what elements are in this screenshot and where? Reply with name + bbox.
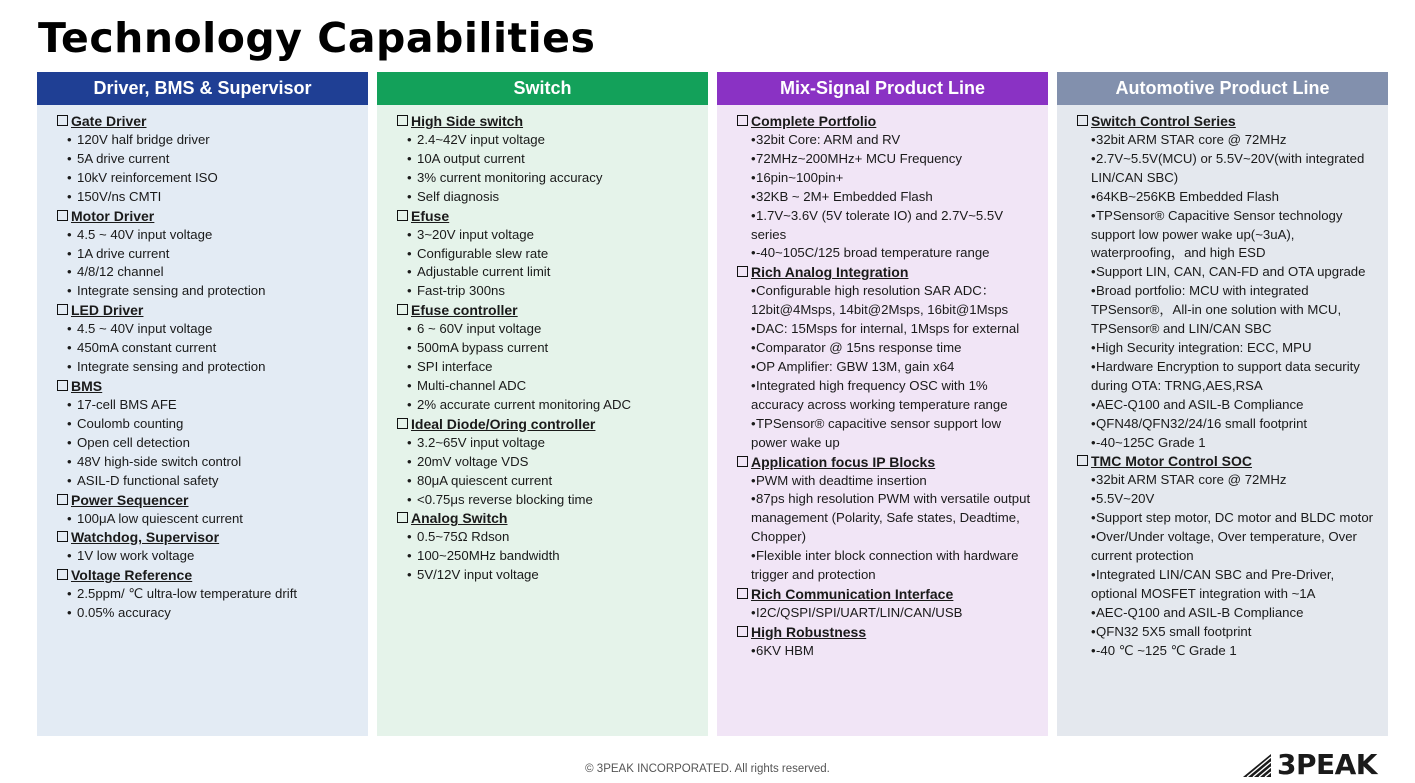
bullet-item bbox=[397, 566, 708, 585]
bullet-text: 80μA quiescent current bbox=[417, 472, 553, 488]
bullet-list bbox=[737, 642, 1048, 661]
section-heading bbox=[397, 415, 708, 434]
bullet-text: 2.4~42V input voltage bbox=[417, 132, 545, 147]
section-heading bbox=[737, 453, 1048, 472]
bullet-item bbox=[397, 358, 708, 377]
column-header: Mix-Signal Product Line bbox=[717, 72, 1048, 105]
section-heading bbox=[57, 377, 368, 396]
bullet-item bbox=[397, 491, 708, 510]
copyright-footer: © 3PEAK INCORPORATED. All rights reserved. bbox=[585, 763, 830, 775]
checkbox-square-icon bbox=[57, 210, 68, 221]
bullet-item bbox=[737, 320, 1048, 339]
bullet-text: SPI interface bbox=[417, 359, 493, 375]
section-heading bbox=[57, 491, 368, 510]
checkbox-square-icon bbox=[57, 115, 68, 126]
bullet-item bbox=[737, 244, 1048, 263]
bullet-item bbox=[1077, 490, 1388, 509]
bullet-list bbox=[1077, 131, 1388, 452]
bullet-item bbox=[1077, 528, 1388, 566]
bullet-item bbox=[737, 490, 1048, 547]
peak-logo-icon bbox=[1241, 752, 1277, 778]
bullet-item bbox=[737, 150, 1048, 169]
bullet-text: 4/8/12 channel bbox=[77, 264, 164, 280]
bullet-item bbox=[397, 131, 708, 150]
checkbox-square-icon bbox=[1077, 115, 1088, 126]
bullet-text: • TPSensor® capacitive sensor support low power wake up bbox=[751, 415, 1002, 450]
bullet-item bbox=[397, 453, 708, 472]
checkbox-square-icon bbox=[57, 380, 68, 391]
bullet-item bbox=[57, 169, 368, 188]
bullet-text: 10A output current bbox=[417, 150, 525, 166]
bullet-text: 1A drive current bbox=[77, 245, 170, 261]
bullet-item bbox=[1077, 131, 1388, 150]
bullet-item bbox=[57, 150, 368, 169]
section-title: LED Driver bbox=[71, 302, 144, 319]
bullet-text: • 87ps high resolution PWM with versatile output management (Polarity, Safe states, Deadtime, Chopper) bbox=[751, 491, 1031, 545]
section-title: Ideal Diode/Oring controller bbox=[411, 415, 596, 432]
section-heading bbox=[57, 207, 368, 226]
bullet-item bbox=[737, 604, 1048, 623]
checkbox-square-icon bbox=[737, 115, 748, 126]
bullet-list bbox=[397, 434, 708, 510]
column-header: Driver, BMS & Supervisor bbox=[37, 72, 368, 105]
section-heading bbox=[57, 528, 368, 547]
bullet-text: • DAC: 15Msps for internal, 1Msps for external bbox=[756, 321, 1020, 337]
section-heading bbox=[397, 207, 708, 226]
bullet-item bbox=[57, 226, 368, 245]
bullet-text: 4.5 ~ 40V input voltage bbox=[77, 321, 213, 337]
bullet-list bbox=[57, 320, 368, 377]
bullet-list bbox=[397, 226, 708, 302]
bullet-list bbox=[737, 604, 1048, 623]
bullet-text: • 32bit Core: ARM and RV bbox=[756, 132, 901, 147]
column-body bbox=[377, 105, 708, 736]
section-title: Rich Communication Interface bbox=[751, 585, 954, 602]
bullet-item bbox=[57, 339, 368, 358]
bullet-text: 3.2~65V input voltage bbox=[417, 434, 545, 450]
bullet-item bbox=[397, 528, 708, 547]
bullet-item bbox=[1077, 434, 1388, 453]
bullet-item bbox=[1077, 642, 1388, 661]
section-heading bbox=[57, 566, 368, 585]
checkbox-square-icon bbox=[397, 115, 408, 126]
section-title: TMC Motor Control SOC bbox=[1091, 453, 1252, 470]
section-heading bbox=[737, 585, 1048, 604]
bullet-item bbox=[57, 245, 368, 264]
bullet-text: Integrate sensing and protection bbox=[77, 359, 266, 375]
bullet-text: • 72MHz~200MHz+ MCU Frequency bbox=[756, 150, 962, 166]
checkbox-square-icon bbox=[1077, 455, 1088, 466]
section-title: Rich Analog Integration bbox=[751, 264, 909, 281]
section-title: Switch Control Series bbox=[1091, 113, 1236, 129]
bullet-list bbox=[397, 131, 708, 207]
bullet-item bbox=[397, 263, 708, 282]
checkbox-square-icon bbox=[737, 266, 748, 277]
bullet-item bbox=[57, 434, 368, 453]
bullet-item bbox=[737, 642, 1048, 661]
section-title: Gate Driver bbox=[71, 113, 147, 129]
section-heading bbox=[737, 263, 1048, 282]
section-title: Complete Portfolio bbox=[751, 113, 877, 129]
checkbox-square-icon bbox=[737, 456, 748, 467]
checkbox-square-icon bbox=[57, 494, 68, 505]
bullet-text: <0.75μs reverse blocking time bbox=[417, 491, 593, 507]
bullet-item bbox=[57, 131, 368, 150]
bullet-item bbox=[397, 339, 708, 358]
section-heading bbox=[737, 623, 1048, 642]
section-heading bbox=[57, 112, 368, 131]
bullet-item bbox=[1077, 150, 1388, 188]
column-switch bbox=[377, 72, 708, 736]
bullet-text: Open cell detection bbox=[77, 434, 190, 450]
column-driver-bms bbox=[37, 72, 368, 736]
bullet-list bbox=[57, 131, 368, 207]
bullet-item bbox=[397, 169, 708, 188]
section-heading bbox=[397, 112, 708, 131]
section-heading bbox=[1077, 112, 1388, 131]
bullet-item bbox=[737, 415, 1048, 453]
bullet-text: • Configurable high resolution SAR ADC：12bit@4Msps, 14bit@2Msps, 16bit@1Msps bbox=[751, 283, 1009, 318]
section-heading bbox=[397, 301, 708, 320]
bullet-item bbox=[397, 245, 708, 264]
bullet-text: Multi-channel ADC bbox=[417, 377, 527, 393]
bullet-item bbox=[737, 169, 1048, 188]
bullet-text: • 5.5V~20V bbox=[1096, 491, 1155, 507]
bullet-text: ASIL-D functional safety bbox=[77, 472, 219, 488]
bullet-item bbox=[737, 131, 1048, 150]
bullet-text: 100μA low quiescent current bbox=[77, 510, 243, 526]
section-title: Efuse bbox=[411, 207, 450, 224]
bullet-text: Configurable slew rate bbox=[417, 245, 549, 261]
bullet-text: 100~250MHz bandwidth bbox=[417, 548, 560, 564]
bullet-text: • I2C/QSPI/SPI/UART/LIN/CAN/USB bbox=[756, 604, 963, 620]
bullet-text: 0.05% accuracy bbox=[77, 605, 171, 621]
bullet-text: • -40~105C/125 broad temperature range bbox=[756, 245, 990, 261]
bullet-item bbox=[737, 547, 1048, 585]
bullet-text: • 2.7V~5.5V(MCU) or 5.5V~20V(with integrated LIN/CAN SBC) bbox=[1091, 150, 1365, 185]
bullet-item bbox=[1077, 396, 1388, 415]
bullet-text: • Over/Under voltage, Over temperature, Over current protection bbox=[1091, 529, 1357, 564]
section-title: Efuse controller bbox=[411, 302, 518, 319]
bullet-list bbox=[57, 226, 368, 302]
bullet-text: 2.5ppm/ ℃ ultra-low temperature drift bbox=[77, 586, 298, 602]
bullet-list bbox=[57, 547, 368, 566]
bullet-text: 10kV reinforcement ISO bbox=[77, 169, 218, 185]
bullet-item bbox=[397, 226, 708, 245]
bullet-text: • 1.7V~3.6V (5V tolerate IO) and 2.7V~5.5V series bbox=[751, 207, 1004, 242]
bullet-list bbox=[737, 131, 1048, 263]
bullet-text: 2% accurate current monitoring ADC bbox=[417, 396, 632, 412]
bullet-list bbox=[737, 472, 1048, 585]
bullet-text: Coulomb counting bbox=[77, 415, 184, 431]
bullet-text: Self diagnosis bbox=[417, 188, 500, 204]
page-title: Technology Capabilities bbox=[38, 14, 596, 62]
bullet-item bbox=[397, 377, 708, 396]
bullet-item bbox=[397, 547, 708, 566]
bullet-item bbox=[57, 453, 368, 472]
bullet-item bbox=[57, 472, 368, 491]
section-title: High Side switch bbox=[411, 113, 524, 129]
section-heading bbox=[397, 509, 708, 528]
bullet-item bbox=[1077, 566, 1388, 604]
bullet-text: • High Security integration: ECC, MPU bbox=[1096, 339, 1312, 355]
bullet-text: • QFN48/QFN32/24/16 small footprint bbox=[1096, 415, 1308, 431]
bullet-text: 1V low work voltage bbox=[77, 548, 195, 564]
column-mix-signal bbox=[717, 72, 1048, 736]
bullet-text: • AEC-Q100 and ASIL-B Compliance bbox=[1096, 604, 1304, 620]
checkbox-square-icon bbox=[397, 418, 408, 429]
bullet-text: • Comparator @ 15ns response time bbox=[756, 340, 962, 356]
bullet-text: 5A drive current bbox=[77, 150, 170, 166]
bullet-text: • 64KB~256KB Embedded Flash bbox=[1096, 188, 1279, 204]
bullet-text: 48V high-side switch control bbox=[77, 453, 242, 469]
bullet-text: 4.5 ~ 40V input voltage bbox=[77, 226, 213, 242]
checkbox-square-icon bbox=[397, 210, 408, 221]
column-body bbox=[717, 105, 1048, 736]
bullet-text: • PWM with deadtime insertion bbox=[756, 472, 927, 488]
bullet-item bbox=[1077, 415, 1388, 434]
bullet-item bbox=[1077, 509, 1388, 528]
section-title: Motor Driver bbox=[71, 207, 155, 224]
bullet-text: • Support LIN, CAN, CAN-FD and OTA upgrade bbox=[1096, 264, 1366, 280]
bullet-item bbox=[737, 207, 1048, 245]
bullet-item bbox=[57, 358, 368, 377]
bullet-text: 3% current monitoring accuracy bbox=[417, 169, 603, 185]
bullet-item bbox=[1077, 339, 1388, 358]
checkbox-square-icon bbox=[737, 588, 748, 599]
bullet-text: • Flexible inter block connection with hardware trigger and protection bbox=[751, 548, 1019, 583]
bullet-item bbox=[1077, 207, 1388, 264]
bullet-item bbox=[57, 510, 368, 529]
bullet-item bbox=[57, 320, 368, 339]
section-title: Voltage Reference bbox=[71, 567, 193, 584]
checkbox-square-icon bbox=[397, 512, 408, 523]
section-heading bbox=[1077, 452, 1388, 471]
bullet-item bbox=[1077, 263, 1388, 282]
bullet-item bbox=[57, 396, 368, 415]
bullet-item bbox=[1077, 282, 1388, 339]
bullet-text: 5V/12V input voltage bbox=[417, 567, 539, 583]
section-title: Watchdog, Supervisor bbox=[71, 529, 220, 546]
bullet-text: 20mV voltage VDS bbox=[417, 453, 529, 469]
bullet-item bbox=[737, 282, 1048, 320]
section-title: Analog Switch bbox=[411, 510, 508, 527]
bullet-item bbox=[397, 320, 708, 339]
bullet-text: Adjustable current limit bbox=[417, 264, 551, 280]
bullet-text: • TPSensor® Capacitive Sensor technology support low power wake up(~3uA), waterproofing，and high ESD bbox=[1091, 207, 1343, 261]
checkbox-square-icon bbox=[737, 626, 748, 637]
bullet-text: Integrate sensing and protection bbox=[77, 283, 266, 299]
bullet-text: • 16pin~100pin+ bbox=[756, 169, 844, 185]
bullet-item bbox=[57, 604, 368, 623]
bullet-item bbox=[57, 547, 368, 566]
bullet-item bbox=[737, 339, 1048, 358]
bullet-text: 3~20V input voltage bbox=[417, 226, 534, 242]
bullet-item bbox=[1077, 471, 1388, 490]
bullet-item bbox=[737, 188, 1048, 207]
bullet-text: • Hardware Encryption to support data security during OTA: TRNG,AES,RSA bbox=[1091, 358, 1360, 393]
bullet-text: 500mA bypass current bbox=[417, 340, 549, 356]
bullet-text: 450mA constant current bbox=[77, 340, 217, 356]
bullet-list bbox=[397, 528, 708, 585]
bullet-text: • 6KV HBM bbox=[756, 642, 814, 658]
bullet-item bbox=[397, 188, 708, 207]
bullet-item bbox=[1077, 358, 1388, 396]
column-automotive bbox=[1057, 72, 1388, 736]
bullet-text: 150V/ns CMTI bbox=[77, 188, 162, 204]
bullet-item bbox=[1077, 604, 1388, 623]
column-body bbox=[37, 105, 368, 736]
bullet-text: 17-cell BMS AFE bbox=[77, 396, 177, 412]
bullet-text: 120V half bridge driver bbox=[77, 132, 210, 147]
bullet-list bbox=[57, 585, 368, 623]
bullet-list bbox=[737, 282, 1048, 452]
bullet-item bbox=[57, 188, 368, 207]
logo-text: 3PEAK bbox=[1277, 748, 1377, 781]
bullet-text: 6 ~ 60V input voltage bbox=[417, 321, 542, 337]
column-header: Automotive Product Line bbox=[1057, 72, 1388, 105]
checkbox-square-icon bbox=[57, 531, 68, 542]
bullet-item bbox=[1077, 188, 1388, 207]
checkbox-square-icon bbox=[397, 304, 408, 315]
bullet-item bbox=[397, 396, 708, 415]
bullet-text: • OP Amplifier: GBW 13M, gain x64 bbox=[756, 358, 955, 374]
bullet-item bbox=[737, 358, 1048, 377]
column-body bbox=[1057, 105, 1388, 736]
section-heading bbox=[737, 112, 1048, 131]
bullet-text: • Support step motor, DC motor and BLDC motor bbox=[1096, 510, 1374, 526]
company-logo bbox=[1241, 748, 1377, 781]
bullet-item bbox=[57, 415, 368, 434]
bullet-text: • Integrated LIN/CAN SBC and Pre-Driver, optional MOSFET integration with ~1A bbox=[1091, 566, 1335, 601]
checkbox-square-icon bbox=[57, 304, 68, 315]
checkbox-square-icon bbox=[57, 569, 68, 580]
bullet-text: • -40 ℃ ~125 ℃ Grade 1 bbox=[1096, 642, 1237, 658]
bullet-list bbox=[57, 510, 368, 529]
bullet-item bbox=[397, 434, 708, 453]
bullet-item bbox=[1077, 623, 1388, 642]
bullet-text: • Integrated high frequency OSC with 1% accuracy across working temperature range bbox=[751, 377, 1008, 412]
bullet-item bbox=[737, 472, 1048, 491]
section-title: High Robustness bbox=[751, 623, 867, 640]
bullet-item bbox=[57, 282, 368, 301]
bullet-item bbox=[57, 263, 368, 282]
bullet-text: • 32bit ARM STAR core @ 72MHz bbox=[1096, 132, 1287, 147]
section-title: BMS bbox=[71, 377, 103, 394]
bullet-text: • QFN32 5X5 small footprint bbox=[1096, 623, 1252, 639]
bullet-item bbox=[397, 282, 708, 301]
bullet-text: Fast-trip 300ns bbox=[417, 283, 505, 299]
bullet-text: 0.5~75Ω Rdson bbox=[417, 529, 510, 545]
bullet-text: • 32KB ~ 2M+ Embedded Flash bbox=[756, 188, 933, 204]
bullet-text: • Broad portfolio: MCU with integrated TPSensor®，All-in one solution with MCU, TPSensor® and LIN/CAN SBC bbox=[1091, 283, 1342, 337]
bullet-list bbox=[1077, 471, 1388, 660]
section-title: Power Sequencer bbox=[71, 491, 189, 508]
bullet-text: • AEC-Q100 and ASIL-B Compliance bbox=[1096, 396, 1304, 412]
bullet-text: • 32bit ARM STAR core @ 72MHz bbox=[1096, 472, 1287, 488]
bullet-list bbox=[57, 396, 368, 491]
bullet-text: • -40~125C Grade 1 bbox=[1096, 434, 1206, 450]
bullet-item bbox=[397, 472, 708, 491]
section-heading bbox=[57, 301, 368, 320]
bullet-item bbox=[737, 377, 1048, 415]
bullet-item bbox=[397, 150, 708, 169]
column-header: Switch bbox=[377, 72, 708, 105]
bullet-item bbox=[57, 585, 368, 604]
section-title: Application focus IP Blocks bbox=[751, 453, 936, 470]
bullet-list bbox=[397, 320, 708, 415]
